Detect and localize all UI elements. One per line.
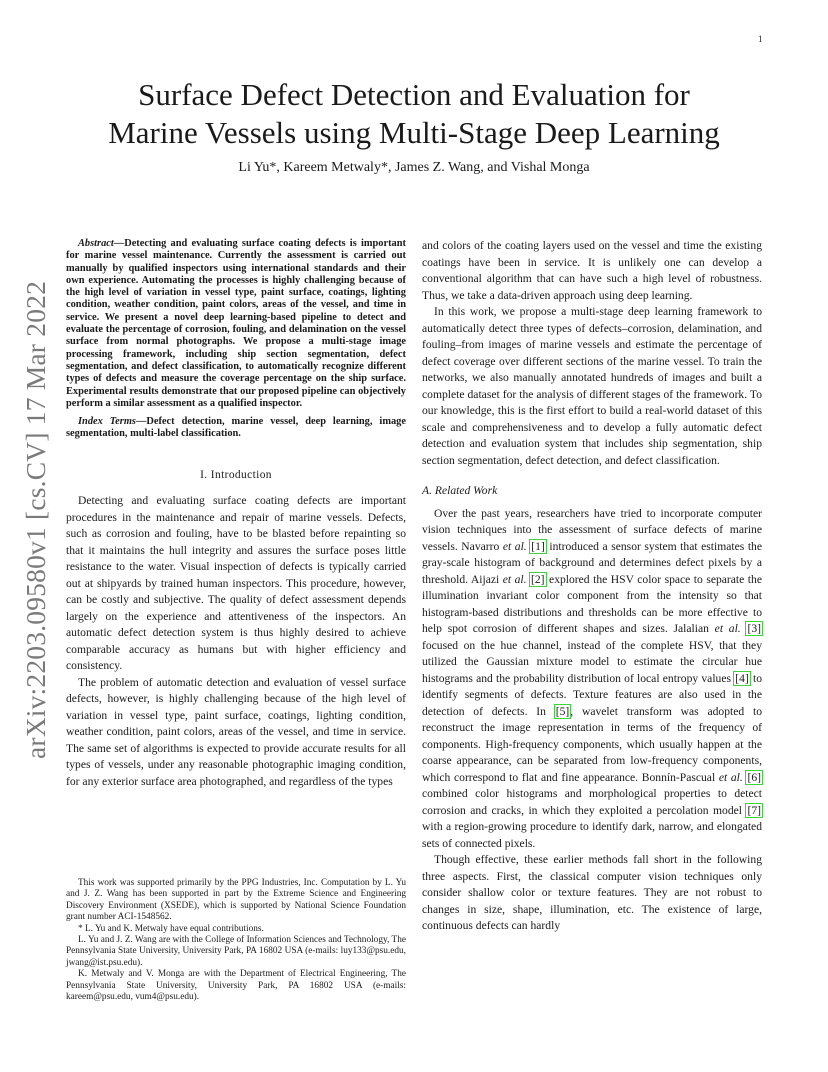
rw-text: with a region-growing procedure to identify dark, narrow, and elongated sets of connected pixels.: [422, 820, 762, 850]
title-line-1: Surface Defect Detection and Evaluation for: [138, 77, 690, 112]
paper-title: [0, 76, 828, 152]
index-terms-text: —Defect detection, marine vessel, deep learning, image segmentation, multi-label classification.: [66, 416, 406, 440]
rw-text: focused on the hue channel, instead of the complete HSV, that they utilized the Gaussian mixture model to estimate the circular hue histograms and the probability distribution of local entropy values: [422, 638, 762, 685]
footnote-funding: This work was supported primarily by the PPG Industries, Inc. Computation by L. Yu and J. Z. Wang has been supported in part by the Extreme Science and Engineering Discovery Environment (XSEDE), which is supported by National Science Foundation grant number ACI-1548562.: [66, 878, 406, 923]
arxiv-stamp: [17, 280, 55, 760]
intro-paragraph-2: The problem of automatic detection and evaluation of vessel surface defects, however, is highly challenging because of the high level of variation in vessel type, paint surface, coatings, lighting condition, weather condition, paint colors, areas of the vessel, and time in service. The same set of algorithms is expected to provide accurate results for all types of vessels, under any reasonable photographic imaging condition, for any exterior surface area photographed, and regardless of the types: [66, 675, 406, 788]
index-terms: [66, 416, 406, 441]
page-number: 1: [758, 34, 763, 44]
et-al: et al.: [718, 770, 743, 784]
arxiv-stamp-text: arXiv:2203.09580v1 [cs.CV] 17 Mar 2022: [20, 280, 51, 760]
citation-link[interactable]: [4]: [735, 671, 749, 685]
et-al: et al.: [502, 572, 527, 586]
rw-text: introduced a sensor system that estimates the gray-scale histogram of background and determines defect pixels by a threshold. Aijazi: [422, 539, 762, 586]
footnote-affiliation-ist: L. Yu and J. Z. Wang are with the College of Information Sciences and Technology, The Pennsylvania State University, University Park, PA 16802 USA (e-mails: luy133@psu.edu, jwang@ist.psu.edu).: [66, 935, 406, 968]
related-work-paragraph: [422, 506, 762, 853]
footnote-affiliation-ee: K. Metwaly and V. Monga are with the Department of Electrical Engineering, The Pennsylvania State University, University Park, PA 16802 USA (e-mails: kareem@psu.edu, vum4@psu.edu).: [66, 969, 406, 1003]
intro-paragraph-1: Detecting and evaluating surface coating defects are important procedures in the maintenance and repair of marine vessels. Defects, such as corrosion and fouling, have to be blasted before repainting so that it maintains the hull integrity and assures the surface poses little resistance to the water. Visual inspection of defects is typically carried out at shipyards by trained human inspectors. This procedure, however, can be costly and subjective. The quality of defect assessment depends largely on the experience and attentiveness of the inspectors. An automatic defect detection system is thus highly desired to achieve comparable accuracy as humans but with higher efficiency and consistency.: [66, 494, 406, 673]
citation-link[interactable]: [7]: [747, 803, 761, 817]
citation-link[interactable]: [1]: [531, 539, 545, 553]
abstract-text: —Detecting and evaluating surface coating defects is important for marine vessel maintenance. Currently the assessment is carried out manually by qualified inspectors using international standards and their own experience. Automating the processes is highly challenging because of the high level of variation in vessel type, paint surface, coatings, lighting condition, weather condition, paint colors, areas of the vessel, and time in service. We present a novel deep learning-based pipeline to detect and evaluate the percentage of corrosion, fouling, and delamination on the vessel surface from normal photographs. We propose a multi-stage image processing framework, including ship section segmentation, defect segmentation, and defect classification, to automatically recognize different types of defects and measure the coverage percentage on the ship surface. Experimental results demonstrate that our proposed pipeline can objectively perform a similar assessment as a qualified inspector.: [66, 238, 406, 409]
subsection-heading-related-work: A. Related Work: [422, 484, 498, 497]
right-paragraph-4: Though effective, these earlier methods fall short in the following three aspects. First, the classical computer vision techniques only consider shallow color or texture features. They are not robust to changes in size, shape, illumination, etc. The existence of large, continuous defects can hardly: [422, 853, 762, 932]
et-al: et al.: [502, 539, 527, 553]
rw-text: Over the past years, researchers have tried to incorporate computer vision techniques into the assessment of surface defects of marine vessels. Navarro: [422, 506, 762, 553]
right-column: [422, 238, 762, 935]
citation-link[interactable]: [3]: [747, 622, 761, 635]
section-heading-introduction: I. Introduction: [200, 468, 272, 481]
abstract: [66, 238, 406, 410]
title-line-2: Marine Vessels using Multi-Stage Deep Learning: [108, 115, 720, 150]
footnotes: [66, 878, 406, 1003]
footnote-equal-contribution: * L. Yu and K. Metwaly have equal contributions.: [78, 923, 264, 934]
abstract-label: Abstract: [78, 238, 114, 249]
left-column: [66, 238, 406, 790]
et-al: et al.: [714, 622, 741, 635]
rw-text: , wavelet transform was adopted to reconstruct the image representation in terms of the frequency of components. High-frequency components, which usually happen at the coarse appearance, can be separated from low-frequency components, which correspond to flat and fine appearance. Bonnín-Pascual: [422, 704, 762, 784]
rw-text: explored the HSV color space to separate the illumination invariant color component from the intensity so that histogram-based distributions and thresholds can be more effective to help spot corrosion of different shapes and sizes. Jalalian: [422, 572, 762, 635]
citation-link[interactable]: [2]: [531, 572, 545, 586]
right-paragraph-2: In this work, we propose a multi-stage deep learning framework to automatically detect three types of defects–corrosion, delamination, and fouling–from images of marine vessels and estimate the percentage of defect coverage over different sections of the marine vessel. To train the networks, we also manually annotated hundreds of images and built a complete dataset for the analysis of different stages of the framework. To our knowledge, this is the first effort to build a real-world dataset of this scale and comprehensiveness and to develop a fully automatic defect detection and evaluation system that includes ship segmentation, ship section segmentation, defect detection, and defect classification.: [422, 305, 762, 467]
authors: Li Yu*, Kareem Metwaly*, James Z. Wang, and Vishal Monga: [238, 160, 590, 175]
index-terms-label: Index Terms: [78, 416, 136, 428]
rw-text: combined color histograms and morphological properties to detect corrosion and cracks, in which they exploited a percolation model: [422, 787, 762, 817]
rw-text: to identify segments of defects. Texture features are also used in the detection of defects. In: [422, 671, 762, 718]
right-paragraph-1: and colors of the coating layers used on the vessel and time the existing coatings have been in service. It is unlikely one can develop a conventional algorithm that can have such a high level of robustness. Thus, we take a data-driven approach using deep learning.: [422, 239, 762, 302]
citation-link[interactable]: [6]: [747, 770, 761, 784]
citation-link[interactable]: [5]: [555, 704, 570, 718]
